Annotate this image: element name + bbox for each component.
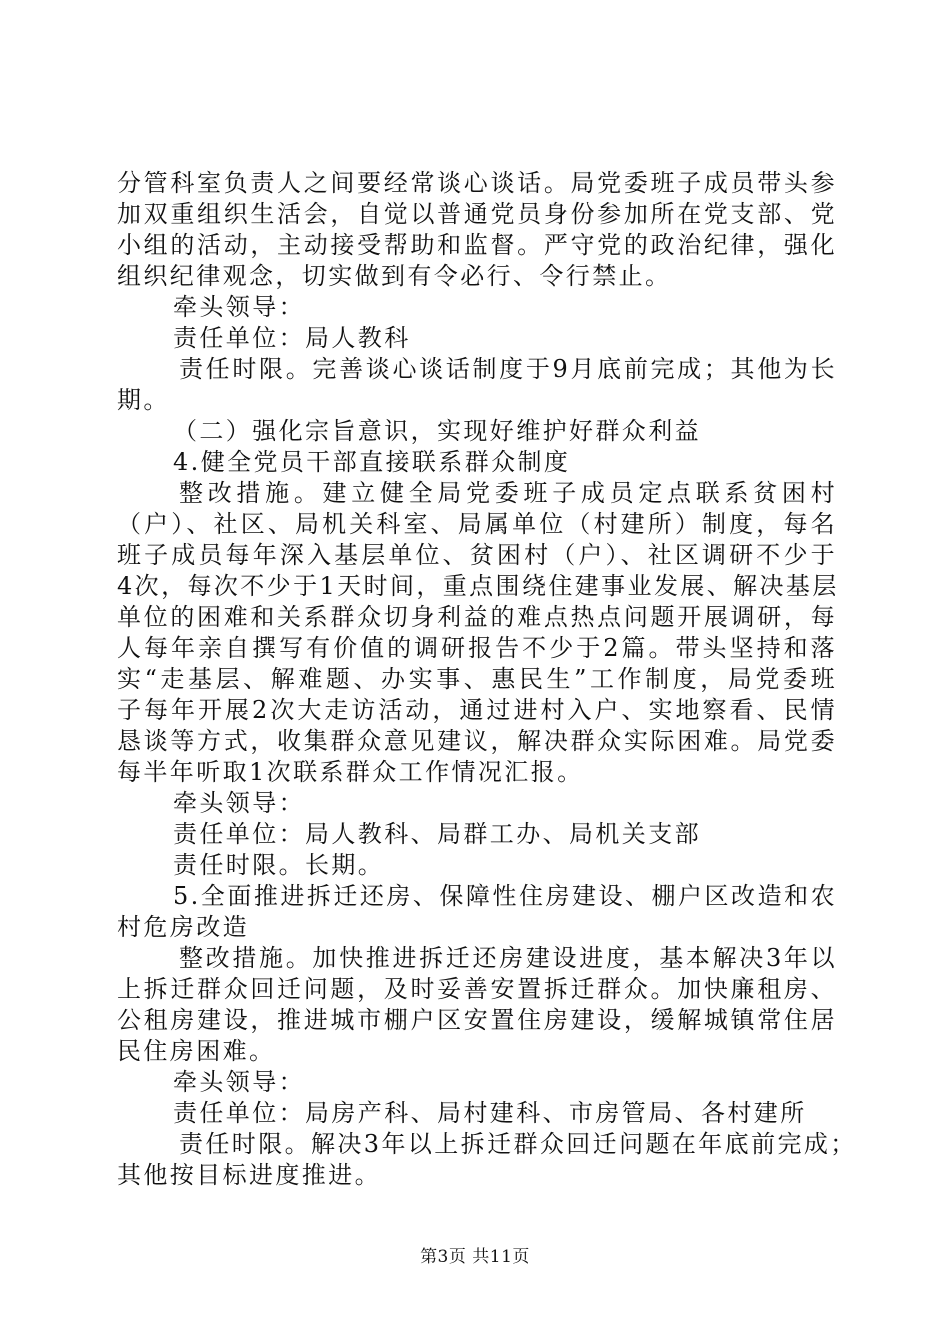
body-text-line: 责任单位：局人教科、局群工办、局机关支部 [173, 820, 701, 848]
body-text-line: 实“走基层、解难题、办实事、惠民生”工作制度，局党委班 [117, 665, 837, 693]
body-text-line: 分管科室负责人之间要经常谈心谈话。局党委班子成员带头参 [117, 169, 837, 197]
body-text-line: 期。 [117, 386, 170, 414]
body-text-line: 5.全面推进拆迁还房、保障性住房建设、棚户区改造和农 [173, 882, 837, 910]
body-text-line: 单位的困难和关系群众切身利益的难点热点问题开展调研，每 [117, 603, 837, 631]
body-text-line: （户）、社区、局机关科室、局属单位（村建所）制度，每名 [117, 510, 837, 538]
body-text-line: 牵头领导： [173, 293, 305, 321]
body-text-line: 每半年听取1次联系群众工作情况汇报。 [117, 758, 584, 786]
body-text-line: 组织纪律观念，切实做到有令必行、令行禁止。 [117, 262, 672, 290]
body-text-line: 牵头领导： [173, 1068, 305, 1096]
body-text-line: 加双重组织生活会，自觉以普通党员身份参加所在党支部、党 [117, 200, 837, 228]
body-text-line: 责任时限。解决3年以上拆迁群众回迁问题在年底前完成； [179, 1130, 857, 1158]
body-text-line: 民住房困难。 [117, 1037, 276, 1065]
body-text-line: 公租房建设，推进城市棚户区安置住房建设，缓解城镇常住居 [117, 1006, 837, 1034]
body-text-line: 子每年开展2次大走访活动，通过进村入户、实地察看、民情 [117, 696, 837, 724]
body-text-line: 人每年亲自撰写有价值的调研报告不少于2篇。带头坚持和落 [117, 634, 837, 662]
body-text-line: 村危房改造 [117, 913, 249, 941]
body-text-line: 其他按目标进度推进。 [117, 1161, 381, 1189]
page-footer: 第3页 共11页 [420, 1247, 530, 1267]
body-text-line: 恳谈等方式，收集群众意见建议，解决群众实际困难。局党委 [117, 727, 837, 755]
body-text-line: 责任单位：局房产科、局村建科、市房管局、各村建所 [173, 1099, 807, 1127]
body-text-line: （二）强化宗旨意识，实现好维护好群众利益 [173, 417, 701, 445]
document-body [117, 168, 857, 1191]
body-text-line: 整改措施。建立健全局党委班子成员定点联系贫困村 [179, 479, 837, 507]
body-text-line: 班子成员每年深入基层单位、贫困村（户）、社区调研不少于 [117, 541, 837, 569]
body-text-line: 责任单位：局人教科 [173, 324, 411, 352]
body-text-line: 小组的活动，主动接受帮助和监督。严守党的政治纪律，强化 [117, 231, 837, 259]
body-text-line: 责任时限。长期。 [173, 851, 385, 879]
body-text-line: 4次，每次不少于1天时间，重点围绕住建事业发展、解决基层 [117, 572, 839, 600]
body-text-line: 上拆迁群众回迁问题，及时妥善安置拆迁群众。加快廉租房、 [117, 975, 837, 1003]
body-text-line: 4.健全党员干部直接联系群众制度 [173, 448, 571, 476]
body-text-line: 责任时限。完善谈心谈话制度于9月底前完成；其他为长 [179, 355, 837, 383]
body-text-line: 牵头领导： [173, 789, 305, 817]
body-text-line: 整改措施。加快推进拆迁还房建设进度，基本解决3年以 [179, 944, 837, 972]
